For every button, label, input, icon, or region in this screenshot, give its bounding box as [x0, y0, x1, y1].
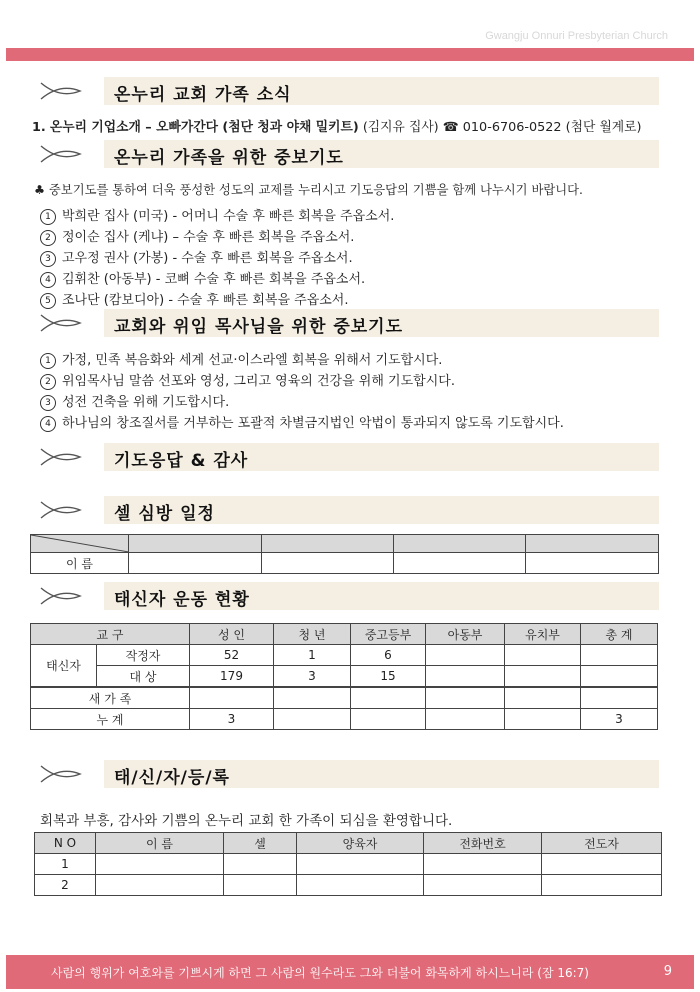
item-number: 1. [32, 120, 46, 135]
section-newcomer-status [38, 582, 659, 610]
page-number: 9 [663, 964, 672, 979]
prayer-text: 성전 건축을 위해 기도합시다. [62, 395, 230, 410]
prayer-text: 박희란 집사 (미국) - 어머니 수술 후 빠른 회복을 주옵소서. [62, 209, 395, 224]
table-cell: 6 [351, 645, 426, 666]
table-cell [274, 687, 351, 709]
section-family-prayer [38, 140, 659, 168]
prayer-text: 하나님의 창조질서를 거부하는 포괄적 차별금지법인 악법이 통과되지 않도록 기도합시다. [62, 416, 564, 431]
footer-verse: 사람의 행위가 여호와를 기쁘시게 하면 그 사람의 원수라도 그와 더불어 화목하게 하시느니라 (잠 16:7) [51, 966, 589, 980]
table-row [31, 709, 658, 730]
table-cell: 3 [274, 666, 351, 688]
circle-number: 3 [40, 251, 56, 267]
row-label: 새 가 족 [31, 687, 190, 709]
prayer-text: 김휘찬 (아동부) - 코뼈 수술 후 빠른 회복을 주옵소서. [62, 272, 366, 287]
table-row [31, 666, 658, 688]
col-header: 유치부 [505, 624, 581, 645]
table-row [31, 645, 658, 666]
section-church-prayer [38, 309, 659, 337]
col-header: 전도자 [542, 833, 662, 854]
col-header: 전화번호 [424, 833, 542, 854]
registration-table [34, 832, 662, 896]
contact-person: (김지유 집사) [362, 120, 439, 135]
table-cell: 179 [190, 666, 274, 688]
diagonal-header-cell [31, 535, 129, 553]
table-cell: 52 [190, 645, 274, 666]
prayer-text: 고우정 권사 (가봉) - 수술 후 빠른 회복을 주옵소서. [62, 251, 353, 266]
footer-bar [6, 955, 694, 989]
circle-number: 1 [40, 209, 56, 225]
table-cell: 15 [351, 666, 426, 688]
table-cell: 3 [190, 709, 274, 730]
business-location: (첨단 월계로) [565, 120, 642, 135]
table-cell: 3 [581, 709, 658, 730]
prayer-text: 조나단 (캄보디아) - 수술 후 빠른 회복을 주옵소서. [62, 293, 349, 308]
col-header: 셀 [224, 833, 297, 854]
fish-icon [38, 446, 88, 468]
prayer-text: 가정, 민족 복음화와 세계 선교·이스라엘 회복을 위해서 기도합시다. [62, 353, 443, 368]
diagonal-line [31, 535, 129, 552]
col-header: 아동부 [426, 624, 505, 645]
circle-number: 2 [40, 374, 56, 390]
prayer-item [40, 349, 442, 369]
prayer-item [40, 226, 354, 246]
section-family-news [38, 77, 659, 105]
table-cell [505, 709, 581, 730]
col-header: 총 계 [581, 624, 658, 645]
fish-icon [38, 585, 88, 607]
family-news-item [32, 116, 642, 135]
cell-visit-table [30, 534, 659, 574]
table-cell [581, 645, 658, 666]
table-cell [351, 687, 426, 709]
table-cell [581, 687, 658, 709]
name-label: 이 름 [31, 553, 129, 574]
table-cell [426, 687, 505, 709]
table-cell [351, 709, 426, 730]
col-header: 교 구 [31, 624, 190, 645]
prayer-item [40, 412, 564, 432]
fish-icon [38, 143, 88, 165]
table-row [35, 854, 662, 875]
prayer-item [40, 370, 455, 390]
col-header: 성 인 [190, 624, 274, 645]
table-cell [426, 645, 505, 666]
fish-icon [38, 80, 88, 102]
prayer-item [40, 391, 229, 411]
church-name: Gwangju Onnuri Presbyterian Church [485, 30, 668, 42]
section-title: 기도응답 & 감사 [114, 451, 249, 471]
section-title: 교회와 위임 목사님을 위한 중보기도 [114, 317, 404, 337]
welcome-text: 회복과 부흥, 감사와 기쁨의 온누리 교회 한 가족이 되심을 환영합니다. [40, 813, 453, 829]
section-title: 태/신/자/등/록 [114, 768, 230, 788]
row-label: 작정자 [97, 645, 190, 666]
circle-number: 1 [40, 353, 56, 369]
table-cell [505, 645, 581, 666]
circle-number: 3 [40, 395, 56, 411]
table-row [31, 687, 658, 709]
section-answers [38, 443, 659, 471]
col-header: 중고등부 [351, 624, 426, 645]
row-number: 1 [35, 854, 96, 875]
phone-number: ☎ 010-6706-0522 [442, 120, 562, 135]
top-bar [6, 48, 694, 61]
col-header: 이 름 [96, 833, 224, 854]
business-title: 온누리 기업소개 – 오빠가간다 (첨단 청과 야채 밀키트) [49, 120, 359, 135]
table-cell [426, 709, 505, 730]
section-title: 태신자 운동 현황 [114, 590, 250, 610]
table-cell [505, 687, 581, 709]
row-label: 대 상 [97, 666, 190, 688]
table-cell [190, 687, 274, 709]
col-header: N O [35, 833, 96, 854]
section-title: 셀 심방 일정 [114, 504, 215, 524]
fish-icon [38, 499, 88, 521]
circle-number: 5 [40, 293, 56, 309]
group-label: 태신자 [31, 645, 97, 688]
prayer-item [40, 289, 349, 309]
circle-number: 4 [40, 416, 56, 432]
prayer-item [40, 247, 353, 267]
circle-number: 2 [40, 230, 56, 246]
prayer-item [40, 205, 394, 225]
newcomer-status-table [30, 623, 658, 730]
section-cell-visit [38, 496, 659, 524]
table-row [35, 875, 662, 896]
table-cell [274, 709, 351, 730]
section-title: 온누리 가족을 위한 중보기도 [114, 148, 344, 168]
table-cell: 1 [274, 645, 351, 666]
prayer-item [40, 268, 365, 288]
section-title: 온누리 교회 가족 소식 [114, 85, 292, 105]
col-header: 청 년 [274, 624, 351, 645]
fish-icon [38, 312, 88, 334]
row-number: 2 [35, 875, 96, 896]
col-header: 양육자 [297, 833, 424, 854]
table-cell [505, 666, 581, 688]
prayer-intro: ♣ 중보기도를 통하여 더욱 풍성한 성도의 교제를 누리시고 기도응답의 기쁨을 함께 나누시기 바랍니다. [34, 183, 583, 197]
table-cell [426, 666, 505, 688]
table-cell [581, 666, 658, 688]
prayer-text: 위임목사님 말씀 선포와 영성, 그리고 영육의 건강을 위해 기도합시다. [62, 374, 455, 389]
row-label: 누 계 [31, 709, 190, 730]
section-registration [38, 760, 659, 788]
circle-number: 4 [40, 272, 56, 288]
prayer-text: 정이순 집사 (케냐) – 수술 후 빠른 회복을 주옵소서. [62, 230, 355, 245]
fish-icon [38, 763, 88, 785]
